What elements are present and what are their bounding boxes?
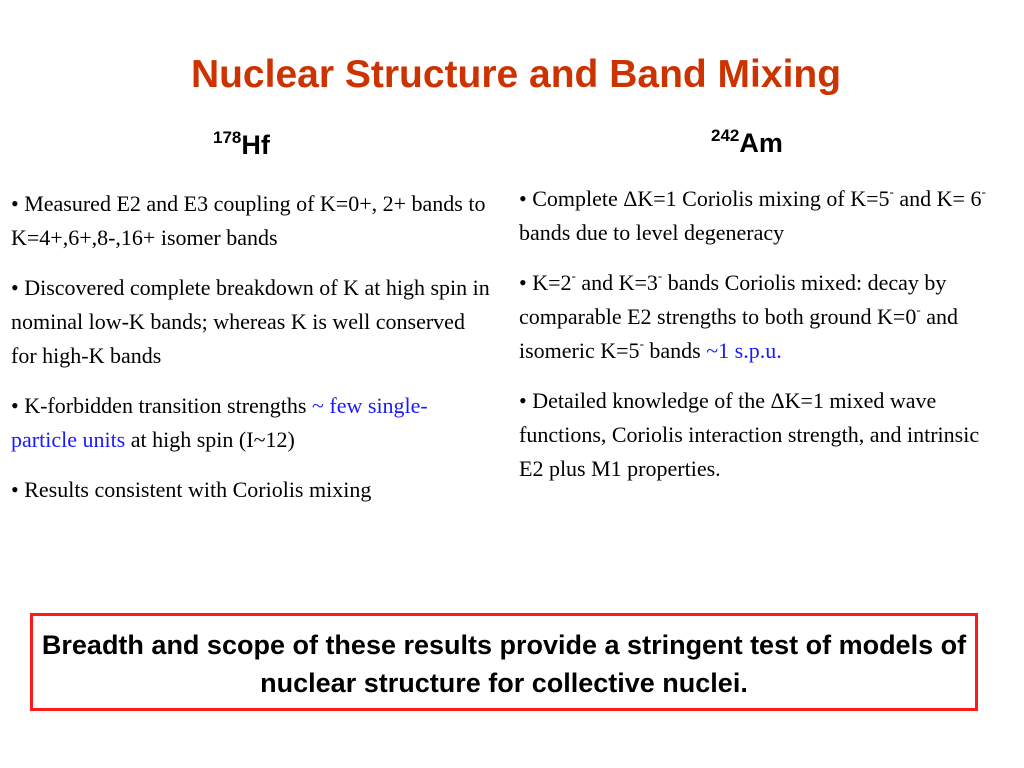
superscript-minus: - xyxy=(981,183,986,199)
right-bullet-1-part-c: bands due to level degeneracy xyxy=(519,220,785,245)
right-heading-mass-number: 242 xyxy=(711,126,740,145)
left-bullet-2: • Discovered complete breakdown of K at high spin in nominal low-K bands; whereas K is well conserved for high-K bands xyxy=(11,275,490,368)
right-bullet-2-part-b: and K=3 xyxy=(575,270,658,295)
conclusion-box: Breadth and scope of these results provide a stringent test of models of nuclear structure for collective nuclei. xyxy=(30,613,978,711)
left-column-body xyxy=(11,187,493,507)
left-heading-symbol: Hf xyxy=(241,130,270,160)
left-bullet-3-highlight: ~ few single-particle units xyxy=(11,393,428,452)
right-bullet-2-part-e: bands xyxy=(643,338,707,363)
superscript-minus: - xyxy=(916,301,921,317)
superscript-minus: - xyxy=(571,267,576,283)
right-bullet-2-part-a: • K=2 xyxy=(519,270,572,295)
right-bullet-1-part-b: and K= 6 xyxy=(893,186,982,211)
left-bullet-4: • Results consistent with Coriolis mixing xyxy=(11,477,372,502)
superscript-minus: - xyxy=(639,335,644,351)
left-bullet-3-pre: • K-forbidden transition strengths xyxy=(11,393,312,418)
right-bullet-2-highlight: ~1 s.p.u. xyxy=(706,338,782,363)
right-bullet-1-part-a: • Complete ΔK=1 Coriolis mixing of K=5 xyxy=(519,186,890,211)
left-heading-mass-number: 178 xyxy=(213,128,242,147)
right-bullet-1 xyxy=(519,182,994,250)
right-column-body xyxy=(519,182,994,486)
right-bullet-2 xyxy=(519,266,994,368)
right-column-heading xyxy=(711,126,783,164)
right-bullet-2-part-d: and isomeric K=5 xyxy=(519,304,958,363)
left-column-heading xyxy=(213,128,270,166)
left-bullet-3 xyxy=(11,389,493,457)
right-bullet-2-part-c: bands Coriolis mixed: decay by comparable E2 strengths to both ground K=0 xyxy=(519,270,947,329)
left-bullet-3-post: at high spin (I~12) xyxy=(125,427,295,452)
superscript-minus: - xyxy=(889,183,894,199)
right-bullet-3: • Detailed knowledge of the ΔK=1 mixed wave functions, Coriolis interaction strength, and intrinsic E2 plus M1 properties. xyxy=(519,388,980,481)
slide-title: Nuclear Structure and Band Mixing xyxy=(190,53,842,96)
superscript-minus: - xyxy=(657,267,663,283)
left-bullet-1: • Measured E2 and E3 coupling of K=0+, 2+ bands to K=4+,6+,8-,16+ isomer bands xyxy=(11,191,486,250)
right-heading-symbol: Am xyxy=(739,128,783,158)
